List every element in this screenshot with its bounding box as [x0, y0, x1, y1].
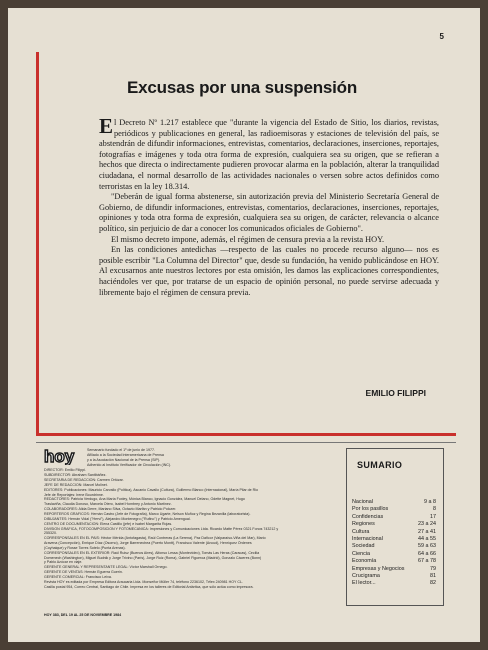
section-divider [36, 442, 456, 443]
article-title: Excusas por una suspensión [127, 78, 358, 97]
issue-footer: HOY 383, DEL 19 AL 25 DE NOVIEMBRE 1984 [44, 613, 122, 617]
article-paragraph: El Decreto Nº 1.217 establece que "durante la vigencia del Estado de Sitio, los diarios, revistas, periódicos y publicaciones en general, las radioemisoras y estaciones de televisión del país, se abstendrán de difundir informaciones, entrevistas, comentarios, declaraciones, inserciones, reportajes, fotografías e imágenes y toda otra forma de expresión, cualquiera sea su origen, que se refieran a hechos que directa o indirectamente pudieren provocar alarma en la población, alterar la tranquilidad ciudadana, el normal desarrollo de las actividades nacionales o versen sobre actos definidos como terroristas en la ley 18.314. [99, 114, 439, 191]
sumario-section-label: Empresas y Negocios [352, 565, 405, 572]
sumario-page-range: 44 a 55 [418, 536, 436, 543]
sumario-section-label: Sociedad [352, 543, 375, 550]
credit-line: REPORTEROS GRAFICOS: Hernán Castro (Jefe de Fotografía), Marco Ugarte, Nelson Muñoz y Regina Bezanilla (laboratorista). [44, 511, 251, 516]
sumario-entry[interactable] [347, 580, 443, 587]
article-paragraph: En las condiciones antedichas —respecto de las cuales no procede recurso alguno— nos es posible escribir "La Columna del Director" que, desde su fundación, ha venido publicándose en HOY. Al excusarnos ante nuestros lectores por esta omisión, les damos las explicaciones correspondientes, haciéndoles ver que, por tratarse de un espacio de opinión personal, no puede servirse adecuada y libremente bajo el régimen de censura previa. [99, 245, 439, 297]
credit-line: CORRESPONSALES EN EL PAIS: Héctor Mérida (Antofagasta), Raúl Contreras (La Serena), Paz Dañcor (Valparaíso-Viña del Mar), Mario [44, 536, 266, 541]
credit-line: CORRESPONSALES EN EL EXTERIOR: Raúl Ruisz (Buenos Aires), Alfonso Lessa (Montevideo), Tomás Las Heras (Caracas), Cecilia [44, 550, 260, 555]
credit-line: Revista HOY es editada por Empresa Editora Araucaria Ltda. Monseñor Müller 74, teléfono 2236102, Télex 240981 HOY CL. [44, 579, 243, 584]
sumario-entry[interactable] [347, 536, 443, 543]
credit-line: CENTRO DE DOCUMENTACION: Elena Castillo (jefe) e Isabel Margarita Rojas. [44, 521, 173, 526]
credit-line: Aravena (Concepción), Enrique Díaz (Osorno), Jorge Barrenechea (Puerto Montt), Francisco Valente (Ancud), Henríquez Órdenes [44, 541, 252, 546]
sumario-page-range: 64 a 66 [418, 550, 436, 557]
credit-line: Casilla postal 954, Correo Central, Santiago de Chile. Impresa en los talleres de Editorial Antártica, que sólo actúa como impresora. [44, 584, 254, 589]
sumario-box [346, 448, 444, 606]
staff-list [44, 468, 346, 589]
page-number: 5 [439, 32, 444, 41]
sumario-entry[interactable] [347, 506, 443, 513]
credit-line: y Pablo Azócar en viaje. [44, 560, 83, 565]
credit-line: (Coyhaique) y Rosse Torres Sotelo (Punta Arenas). [44, 545, 126, 550]
credit-line: JEFE DE REDACCION: Marcel Molinet. [44, 482, 108, 487]
credit-line: 255320. [44, 531, 57, 536]
sumario-section-label: Confidencias [352, 513, 384, 520]
sumario-entry[interactable] [347, 558, 443, 565]
sumario-entry[interactable] [347, 521, 443, 528]
credit-line: SECRETARIA DE REDACCION: Carmen Ortúzar. [44, 478, 124, 483]
drop-cap: E [99, 114, 114, 138]
sumario-page-range: 9 a 8 [424, 499, 436, 505]
credit-line: GERENTE COMERCIAL: Francisco Leiva. [44, 574, 112, 579]
sumario-title: SUMARIO [357, 460, 403, 470]
sumario-section-label: El lector... [352, 580, 376, 587]
masthead-credits [44, 448, 346, 589]
sumario-entry[interactable] [347, 499, 443, 506]
sumario-entry[interactable] [347, 543, 443, 550]
credit-line: Traslaviña, Claudia Donoso, Marcela Otero, Isabel Hombrey y Antonio Martínez. [44, 502, 172, 507]
sumario-page-range: 79 [430, 565, 436, 572]
sumario-page-range: 82 [430, 580, 436, 587]
credit-line: SUBDIRECTOR: Abraham Santibáñez. [44, 473, 107, 478]
sumario-entry[interactable] [347, 551, 443, 558]
credit-line: DIVISION GRAFICA, FOTOCOMPOSICION Y FOTOMECANICA: Impresiones y Comunicaciones Ltda. Ricardo Matte Pérez 0321 Fonos 743212 y [44, 526, 279, 531]
sumario-page-range: 81 [430, 573, 436, 580]
sumario-section-label: Internacional [352, 536, 383, 543]
sumario-page-range: 67 a 78 [418, 558, 436, 565]
author-signature: EMILIO FILIPPI [365, 388, 426, 398]
article-box [36, 52, 456, 436]
credit-line: COLABORADORES: Alida Derre, Mariano Silva, Octavio Marfán y Patricio Polczer. [44, 507, 177, 512]
hoy-logo-text: hoy [44, 448, 75, 465]
sumario-page-range: 27 a 41 [418, 528, 436, 535]
sumario-section-label: Ciencia [352, 550, 370, 557]
credit-line: Jefe de Reportajes: Irene Bourdrinne. [44, 492, 104, 497]
article-body [99, 114, 439, 298]
sumario-page-range: 8 [433, 506, 436, 513]
sumario-section-label: Cultura [352, 528, 370, 535]
sumario-entry[interactable] [347, 514, 443, 521]
sumario-page-range: 23 a 24 [418, 521, 436, 528]
credit-line: DIRECTOR: Emilio Filippi. [44, 468, 86, 473]
article-paragraph: "Deberán de igual forma abstenerse, sin autorización previa del Ministerio Secretaría General de Gobierno, de difundir informaciones, entrevistas, comentarios, declaraciones, inserciones, reportajes, opiniones y toda otra forma de expresión, cualquiera sea su origen, de carácter, relevancia o alcance político, sin perjuicio de dar a conocer los comunicados oficiales de Gobierno". [99, 192, 439, 233]
sumario-section-label: Economía [352, 558, 377, 565]
founding-notes: Semanario fundado el 1º de junio de 1977. Afiliado a la Sociedad Interamericana de Prensa y a la Asociación Nacional de la Prensa (SIP). Adherido al Instituto Verificador de Circulación (INC). [87, 448, 172, 467]
sumario-section-label: Regiones [352, 521, 375, 528]
credit-line: EDITORES: Publicaciones: Mauricio Carvallo (Política), Ascanio Cavallo (Cultura), Guillermo Blanco (Internacional), María Pilar de Rio [44, 487, 259, 492]
sumario-list [347, 499, 443, 588]
sumario-entry[interactable] [347, 573, 443, 580]
magazine-page [8, 8, 480, 642]
sumario-section-label: Por los pasillos [352, 506, 389, 513]
sumario-page-range: 17 [430, 513, 436, 520]
sumario-section-label: Crucigrama [352, 573, 380, 580]
sumario-page-range: 59 a 63 [418, 543, 436, 550]
sumario-section-label: Nacional [352, 499, 373, 505]
credit-line: GERENTE GENERAL Y REPRESENTANTE LEGAL: Víctor Marshall Ornego. [44, 565, 168, 570]
article-paragraph: El mismo decreto impone, además, el régimen de censura previa a la revista HOY. [111, 234, 385, 244]
credit-line: DIBUJANTES: Hernán Vidal ("Hervi"), Alejandro Montenegro ("Rufino") y Patricio Amengual. [44, 516, 191, 521]
sumario-entry[interactable] [347, 566, 443, 573]
credit-line: Domenech (Washington), Miguel Budnik y Jorge Trivino (París), Jorge Ruiz (Roma), Gabriel Figueroa (Madrid), Gonzalo Cáceres (Bonn) [44, 555, 262, 560]
credit-line: GERENTE DE VENTAS: Hernán Eguerra Guerin. [44, 570, 123, 575]
sumario-entry[interactable] [347, 529, 443, 536]
credit-line: REDACTORES: Patricia Verdugo, Ana María Foxley, Mónica Blanco, Ignacio González, Manuel Delano, Odette Magnet, Hugo [44, 497, 245, 502]
